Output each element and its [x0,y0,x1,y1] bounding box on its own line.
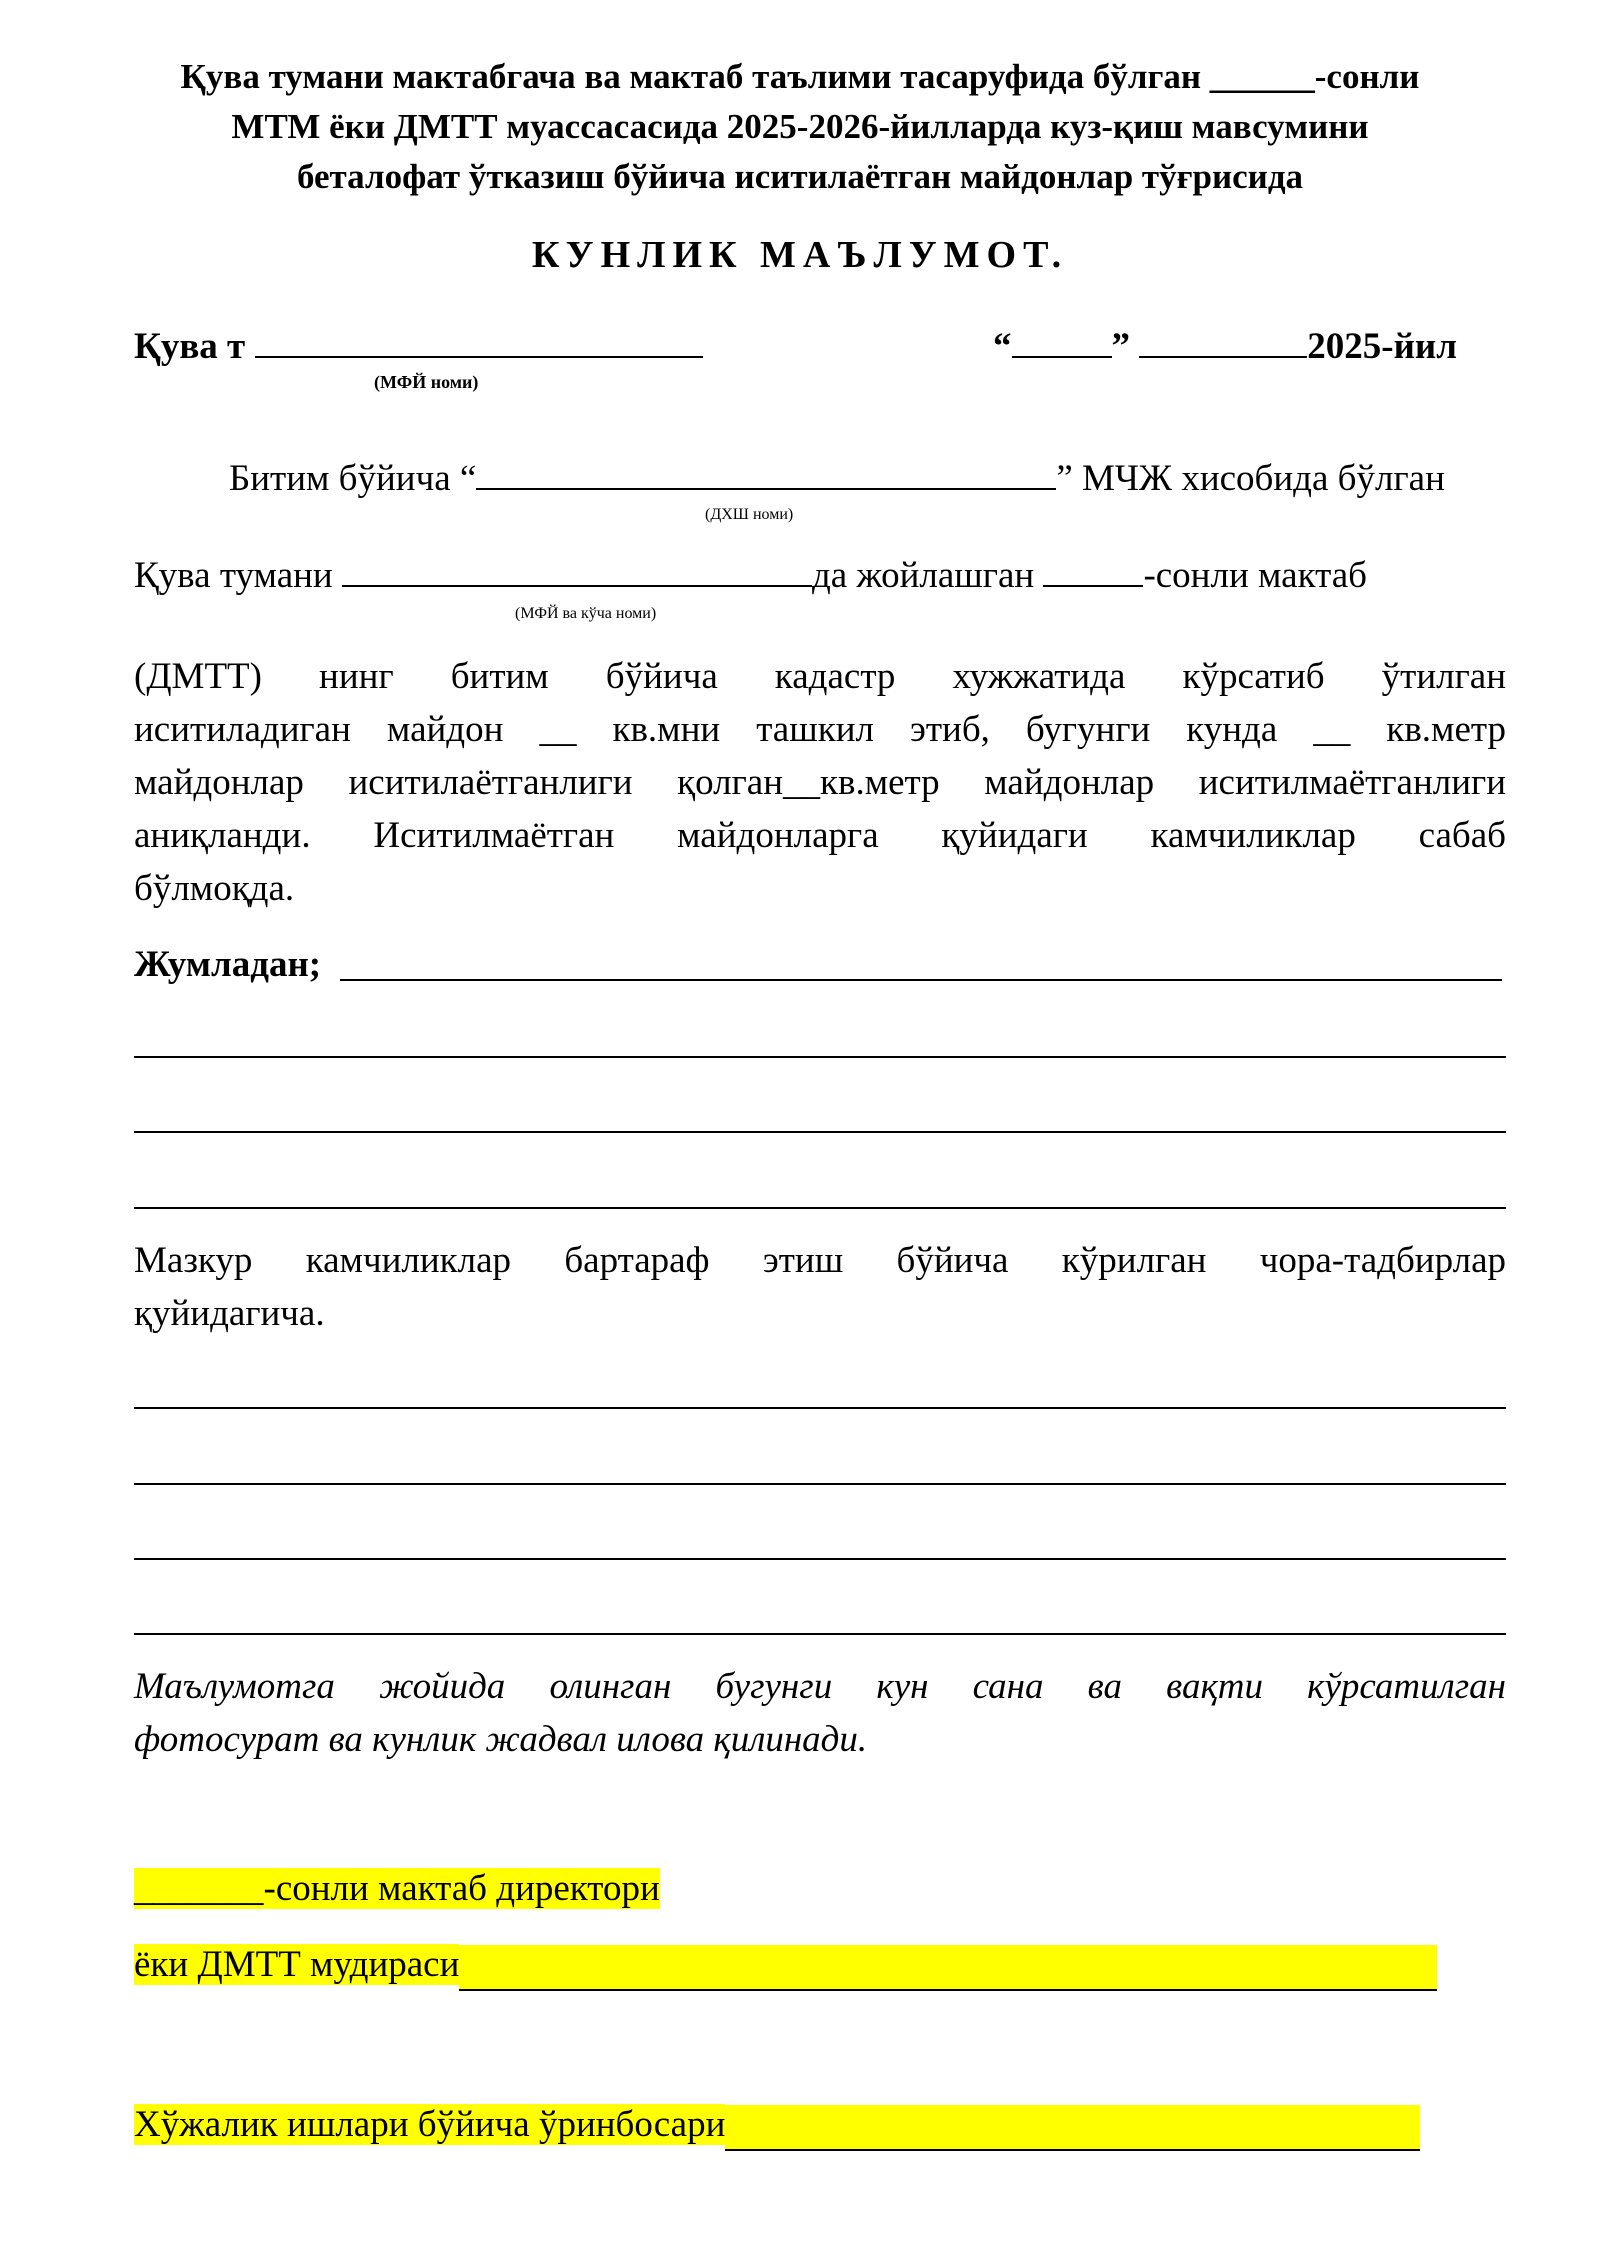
location-middle: да жойлашган [811,555,1035,596]
including-label: Жумладан; [134,944,322,985]
dmtt-head-signature-blank[interactable] [459,1945,1071,1991]
blank-line-7[interactable] [134,1633,1506,1635]
year-suffix: 2025-йил [1307,326,1457,367]
deputy-signature [134,2098,1420,2151]
dmtt-head-signature [134,1938,1437,1991]
dmtt-head-label: ёки ДМТТ мудираси [134,1944,460,1985]
school-number-blank[interactable] [1043,553,1143,587]
deputy-label: Хўжалик ишлари бўйича ўринбосари [134,2104,726,2145]
contract-line [229,452,1445,505]
location-suffix: -сонли мактаб [1143,555,1367,596]
location-caption: (МФЙ ва кўча номи) [515,605,657,622]
date-field [993,320,1457,373]
contractor-name-blank[interactable] [476,456,1056,490]
contract-prefix: Битим бўйича “ [229,458,477,499]
dmtt-head-name-blank[interactable] [1071,1945,1437,1991]
measures-line-2: қуйидагича. [134,1293,325,1334]
attachment-note-line-2: фотосурат ва кунлик жадвал илова қилинади. [134,1719,868,1760]
month-blank[interactable] [1139,324,1307,358]
measures-line-1: Мазкур камчиликлар бартараф этиш бўйича кўрилган чора-тадбирлар [134,1240,1506,1281]
place-label [134,320,703,373]
blank-line-1[interactable] [134,1056,1506,1058]
contract-suffix: ” МЧЖ хисобида бўлган [1056,458,1445,499]
place-caption: (МФЙ номи) [374,372,479,392]
blank-line-6[interactable] [134,1558,1506,1560]
blank-line-5[interactable] [134,1483,1506,1485]
date-open-quote: “ [993,326,1012,367]
attachment-note-line-1: Маълумотга жойида олинган бугунги кун сана ва вақти кўрсатилган [134,1666,1506,1707]
header-line-2: МТМ ёки ДМТТ муассасасида 2025-2026-йилларда куз-қиш мавсумини [231,107,1369,146]
blank-line-2[interactable] [134,1131,1506,1133]
location-prefix: Қува тумани [134,555,333,596]
director-signature [134,1862,660,1915]
body-line-1: (ДМТТ) нинг битим бўйича кадастр хужжатида кўрсатиб ўтилган [134,656,1506,697]
body-line-3: майдонлар иситилаётганлиги қолган__кв.метр майдонлар иситилмаётганлиги [134,762,1506,803]
document-heading: КУНЛИК МАЪЛУМОТ. [531,234,1069,276]
date-close-quote: ” [1111,326,1130,367]
including-blank-line[interactable] [340,979,1502,981]
contract-caption: (ДХШ номи) [705,506,794,523]
director-label: _______-сонли мактаб директори [134,1868,660,1909]
body-line-2: иситиладиган майдон __ кв.мни ташкил этиб, бугунги кунда __ кв.метр [134,709,1506,750]
blank-line-3[interactable] [134,1207,1506,1209]
body-line-4: аниқланди. Иситилмаётган майдонларга қуйидаги камчиликлар сабаб [134,815,1506,856]
header-line-3: беталофат ўтказиш бўйича иситилаётган майдонлар тўғрисида [296,157,1304,196]
deputy-signature-blank[interactable] [725,2105,1420,2151]
day-blank[interactable] [1012,324,1112,358]
header-line-1: Қува тумани мактабгача ва мактаб таълими тасаруфида бўлган ______-сонли [180,57,1420,96]
place-label-text: Қува т [134,326,246,367]
address-blank[interactable] [342,553,812,587]
blank-line-4[interactable] [134,1407,1506,1409]
body-line-5: бўлмоқда. [134,868,295,909]
document-header [0,52,1600,202]
place-name-blank[interactable] [255,324,703,358]
location-line [134,549,1367,602]
